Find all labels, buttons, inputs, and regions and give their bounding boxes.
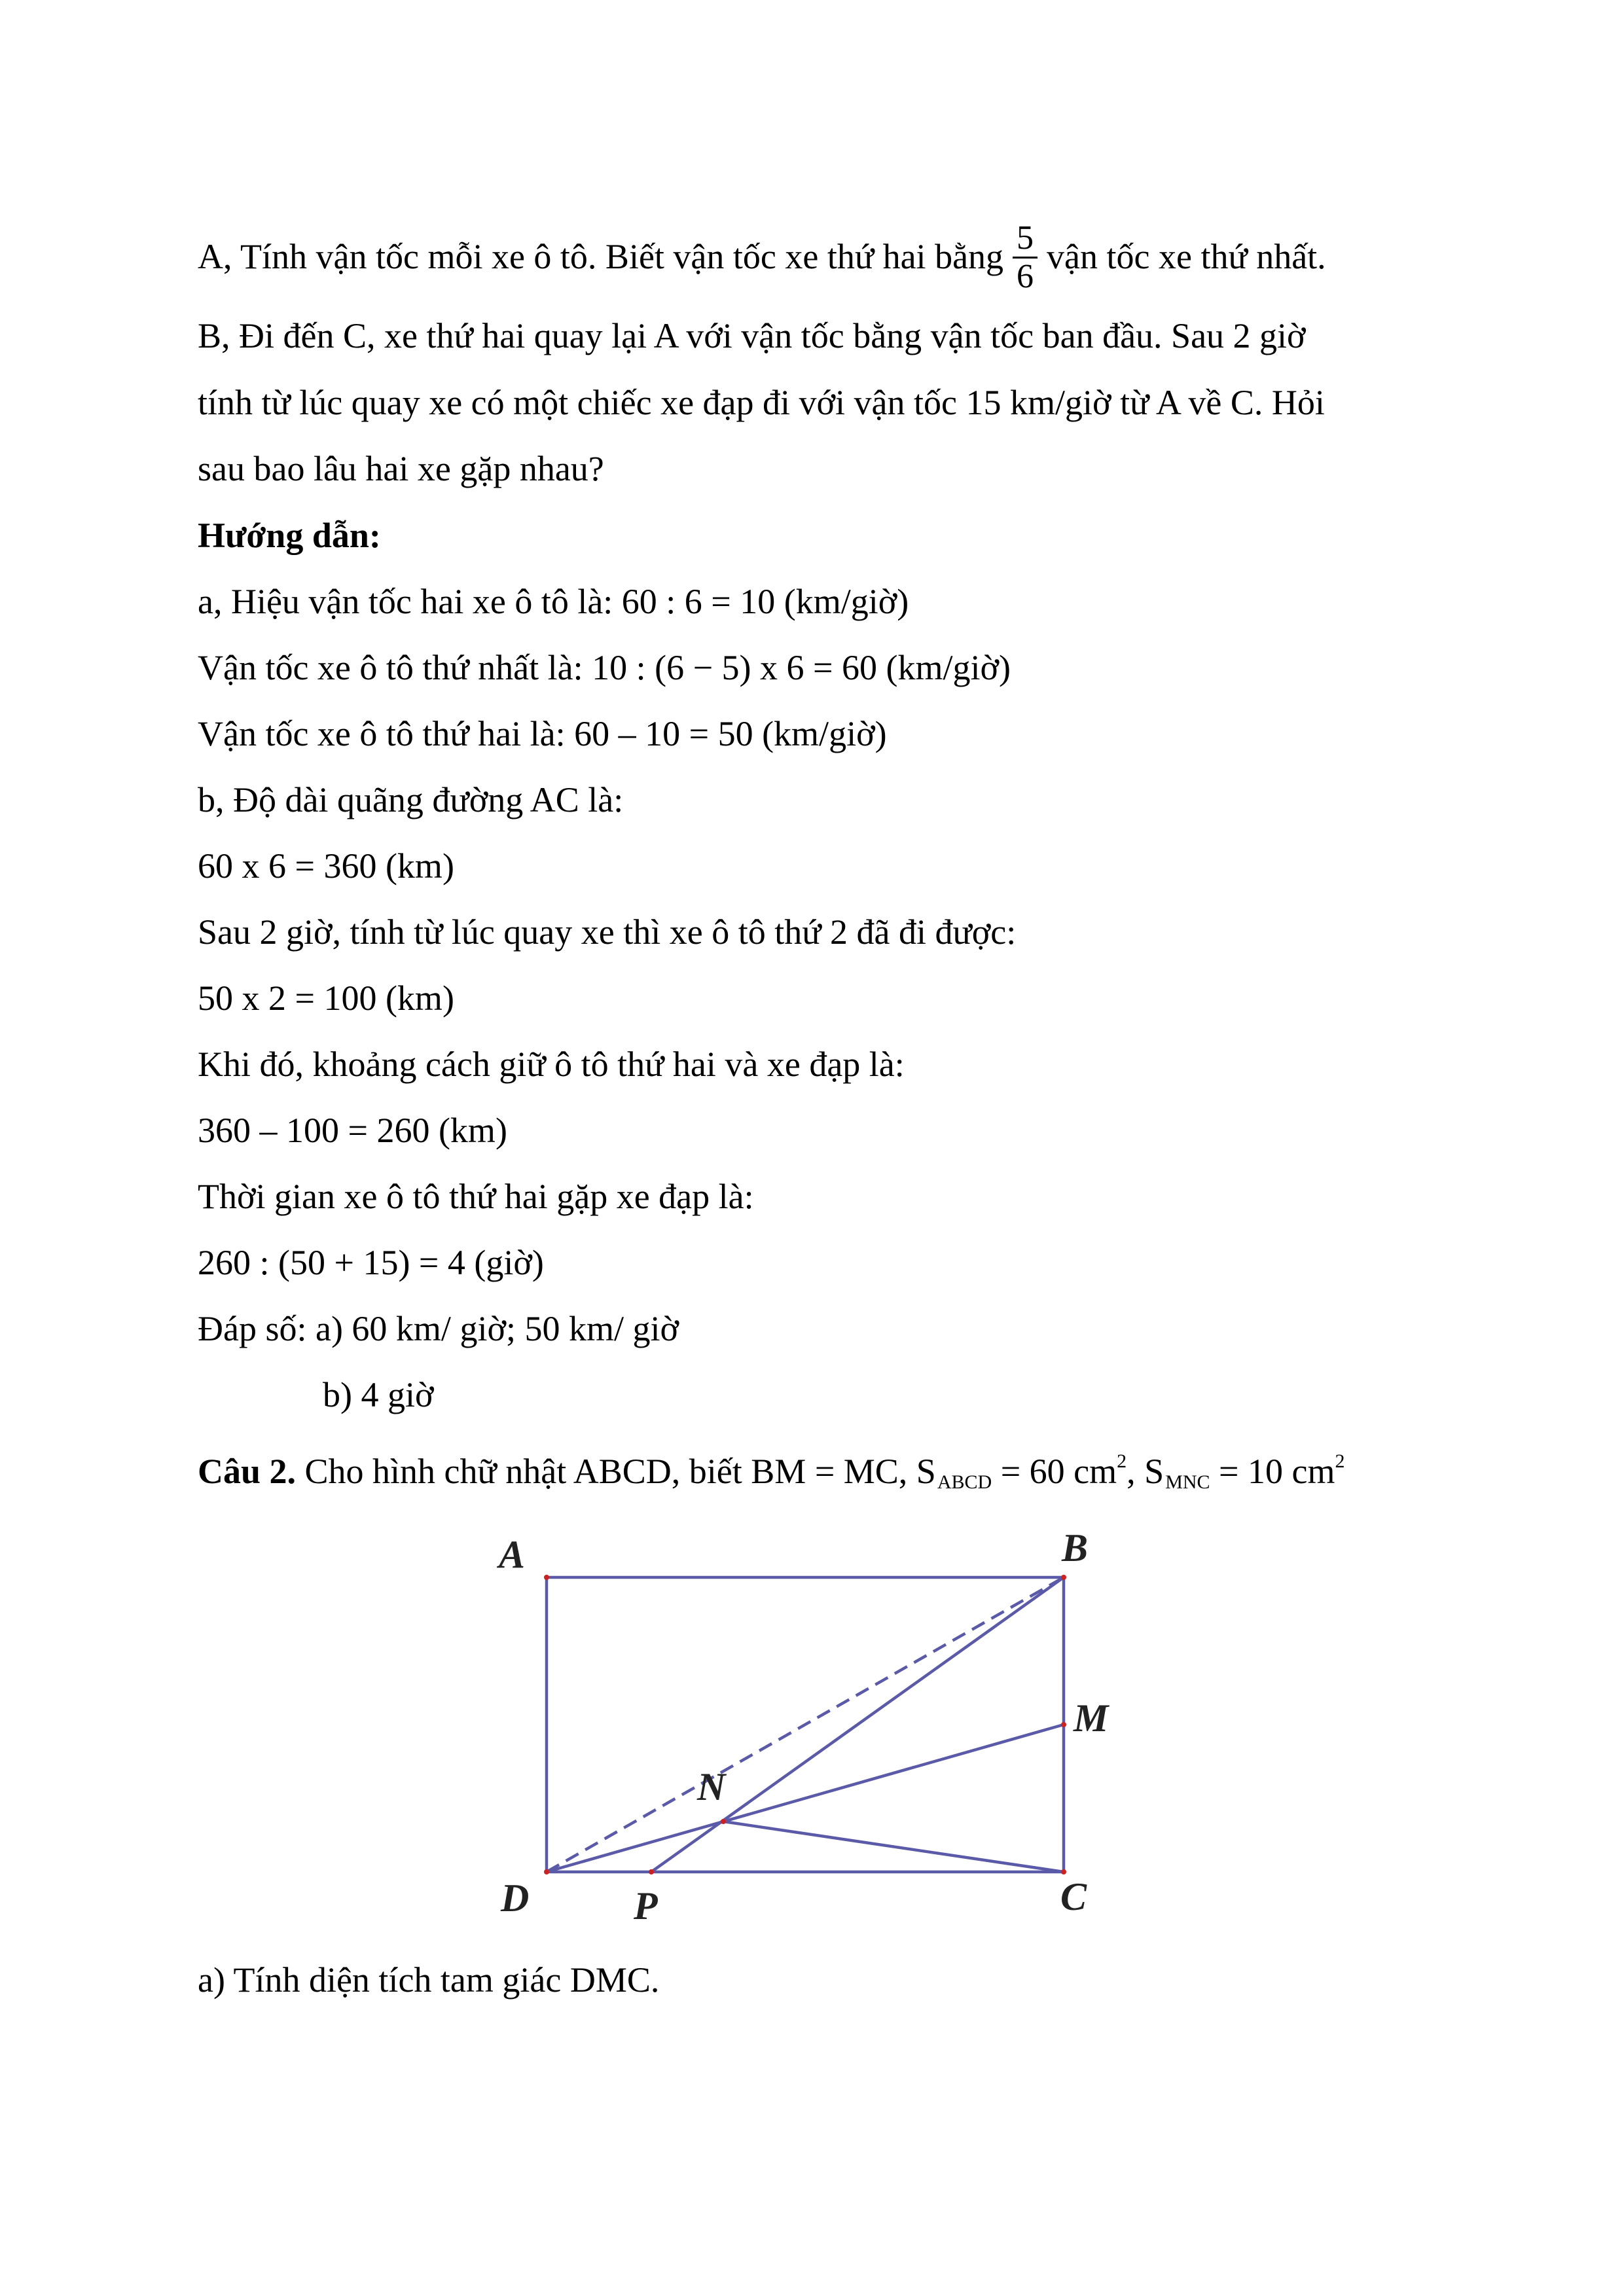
cau2-label: Câu 2.: [198, 1452, 297, 1491]
part-b-line-2: tính từ lúc quay xe có một chiếc xe đạp đi với vận tốc 15 km/giờ từ A về C. Hỏi: [198, 383, 1325, 422]
label-a: A: [499, 1533, 526, 1576]
point-b: [1061, 1575, 1066, 1580]
fraction-numerator: 5: [1013, 220, 1038, 259]
diagonal-db-dashed: [547, 1577, 1064, 1872]
cau2-sup-2: 2: [1335, 1450, 1345, 1472]
segment-dm: [547, 1725, 1064, 1872]
cau2-text: Cho hình chữ nhật ABCD, biết BM = MC, S: [304, 1452, 936, 1491]
part-b-line-3: sau bao lâu hai xe gặp nhau?: [198, 449, 604, 488]
fraction-denominator: 6: [1017, 258, 1034, 295]
segment-nc: [723, 1821, 1064, 1872]
cau2-sup-1: 2: [1117, 1450, 1127, 1472]
part-b-line-1: B, Đi đến C, xe thứ hai quay lại A với vận tốc bằng vận tốc ban đầu. Sau 2 giờ: [198, 316, 1306, 355]
solution-line-1: a, Hiệu vận tốc hai xe ô tô là: 60 : 6 = 10 (km/giờ): [198, 582, 909, 621]
solution-line-6: Sau 2 giờ, tính từ lúc quay xe thì xe ô tô thứ 2 đã đi được:: [198, 912, 1017, 952]
fraction-five-sixths: [1013, 220, 1038, 295]
point-n: [721, 1819, 726, 1824]
part-a-line: [198, 219, 1326, 298]
answer-line-b: b) 4 giờ: [323, 1375, 434, 1414]
solution-line-10: Thời gian xe ô tô thứ hai gặp xe đạp là:: [198, 1177, 754, 1216]
point-a: [544, 1575, 549, 1580]
cau2-mid: = 60 cm: [992, 1452, 1117, 1491]
cau2-sep: , S: [1127, 1452, 1164, 1491]
segment-pb: [651, 1577, 1064, 1872]
point-c: [1061, 1869, 1066, 1874]
solution-line-8: Khi đó, khoảng cách giữ ô tô thứ hai và xe đạp là:: [198, 1045, 905, 1084]
label-p: P: [634, 1884, 658, 1928]
solution-line-9: 360 – 100 = 260 (km): [198, 1111, 507, 1150]
cau2-line: [198, 1440, 1344, 1504]
part-a-text: A, Tính vận tốc mỗi xe ô tô. Biết vận tốc xe thứ hai bằng: [198, 236, 1004, 276]
cau2-end: = 10 cm: [1210, 1452, 1335, 1491]
cau2-sub-mnc: MNC: [1165, 1471, 1210, 1493]
guide-heading: Hướng dẫn:: [198, 516, 381, 555]
label-n: N: [697, 1765, 726, 1808]
cau2-sub-abcd: ABCD: [937, 1471, 992, 1493]
question-a: a) Tính diện tích tam giác DMC.: [198, 1960, 660, 2000]
label-m: M: [1074, 1696, 1109, 1740]
label-b: B: [1062, 1526, 1089, 1570]
answer-line-a: Đáp số: a) 60 km/ giờ; 50 km/ giờ: [198, 1309, 679, 1348]
point-p: [649, 1869, 654, 1874]
solution-line-7: 50 x 2 = 100 (km): [198, 978, 454, 1018]
solution-line-2: Vận tốc xe ô tô thứ nhất là: 10 : (6 − 5) x 6 = 60 (km/giờ): [198, 648, 1011, 687]
solution-line-5: 60 x 6 = 360 (km): [198, 846, 454, 886]
part-a-text-end: vận tốc xe thứ nhất.: [1047, 236, 1326, 276]
solution-line-4: b, Độ dài quãng đường AC là:: [198, 780, 624, 819]
point-m: [1061, 1722, 1066, 1727]
label-c: C: [1060, 1875, 1087, 1918]
point-d: [544, 1869, 549, 1874]
solution-line-11: 260 : (50 + 15) = 4 (giờ): [198, 1243, 544, 1282]
label-d: D: [501, 1876, 530, 1920]
solution-line-3: Vận tốc xe ô tô thứ hai là: 60 – 10 = 50 (km/giờ): [198, 714, 887, 753]
